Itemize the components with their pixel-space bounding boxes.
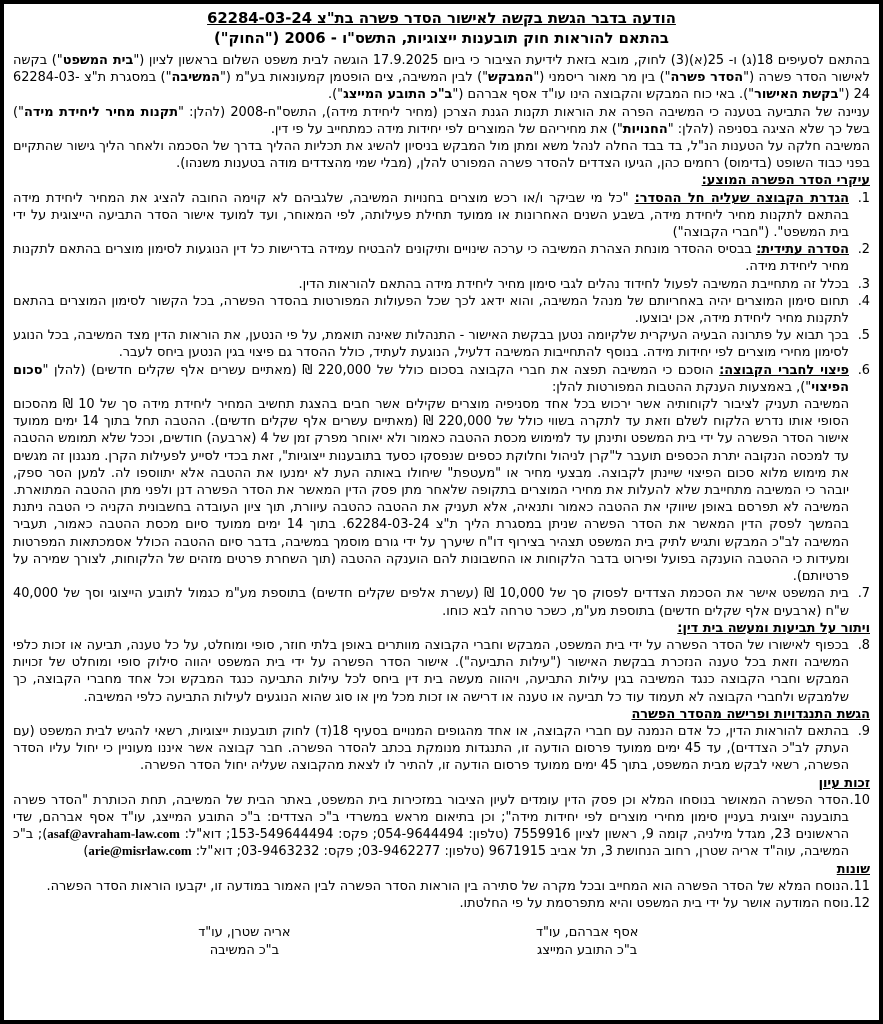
- intro-paragraph-2: [13, 104, 870, 138]
- item-number: 10.: [849, 792, 870, 808]
- text-segment: תחום סימון המוצרים יהיה באחריותם של מנהל המשיבה, והוא ידאג לכך שכל הפעולות המפורטות בהסדר הפשרה, בכל הקשור לסימון המוצרים בהתאם לתקנות מחיר ליחידת מידה, אכן יבוצעו.: [13, 293, 849, 327]
- respondent-counsel: [133, 924, 356, 960]
- text-segment: הסדר פשרה: [670, 70, 744, 86]
- text-segment: הסדרה עתידית:: [756, 242, 849, 258]
- list-item-8: [13, 637, 870, 706]
- text-segment: בבסיס ההסדר מונחת הצהרת המשיבה כי ערכה שינויים ותיקונים להבטיח עמידה בדרישות כל דין הנוגעות לסימון מוצרים בהתאם לתקנות מחיר ליחידת מידה.: [13, 242, 849, 275]
- text-segment: הנוסח המלא של הסדר הפשרה הוא המחייב ובכל מקרה של סתירה בין הוראות הסדר הפשרה לבין האמור במודעה זו, יקבעו הוראות הסדר הפשרה.: [46, 878, 849, 894]
- item-number: 3.: [857, 276, 870, 292]
- text-segment: תקנות מחיר ליחידת מידה: [23, 104, 179, 120]
- text-segment: ") לבין המשיבה, צים הופטמן קמעונאות בע"מ (": [219, 70, 489, 86]
- text-segment: נוסח המודעה אושר על ידי בית המשפט והיא מתפרסמת על פי החלטתו.: [459, 895, 849, 911]
- intro-paragraph-3: [13, 138, 870, 172]
- signature-line: ב"כ התובע המייצג: [537, 943, 638, 959]
- section-heading-objections: הגשת התנגדויות ופרישה מהסדר הפשרה: [631, 706, 870, 722]
- item-number: 12.: [849, 895, 870, 911]
- notice-blocks: [13, 52, 870, 960]
- section-heading-settlement-terms: עיקרי הסדר הפשרה המוצע:: [701, 173, 870, 189]
- item-number: 5.: [857, 328, 870, 344]
- text-segment: פיצוי לחברי הקבוצה:: [719, 362, 849, 378]
- text-segment: בית המשפט: [62, 53, 134, 68]
- email-text: asaf@avraham-law.com: [47, 827, 180, 842]
- text-segment: בהתאם לסעיפים 18(ג) ו- 25(א)(3) לחוק, מובא בזאת לידיעת הציבור כי ביום 17.9.2025 הוגשה לבית משפט השלום בראשון לציון (": [133, 53, 870, 68]
- signatures: [13, 924, 870, 960]
- text-segment: ב"כ התובע המייצג: [343, 87, 453, 103]
- list-item-11: [13, 878, 870, 895]
- list-item-12: [13, 895, 870, 912]
- plaintiff-counsel: [476, 924, 699, 960]
- text-segment: המשיבה חלקה על הטענות הנ"ל, בד בבד החלה לנהל משא ומתן מול המבקש בניסיון להשיג את תכליות ההליך בדרך של הסכמה ולאחר הליך גישור שהתקיים בפני כבוד השופט (בדימוס) רחמים כהן, הגיעו הצדדים להסדר פשרה המפורט להלן, (מבלי שמי מהצדדים מודה בטענות משנהו).: [13, 139, 870, 172]
- signature-line: ב"כ המשיבה: [209, 943, 280, 959]
- text-segment: הסדר הפשרה המאושר בנוסחו המלא וכן פסק הדין עומדים לעיון הציבור במזכירות בית המשפט, באתר הבית של המשיבה, תחת הכותרת "הסדר פשרה בתובענה ייצוגית בעניין סימון מחירי מוצרים לפי יחידות מידה"; וכן בתיאום מראש במשרדי ב"כ הצדדים: ב"כ התובע המייצג, עו"ד אסף אברהם, שדי הראשונים 23, מגדל מילניה, קומה 9, ראשון לציון 7559916 (טלפון: 054-9644494; פקס: 153-549644494; דוא"ל:: [13, 792, 850, 843]
- text-segment: ") בשל כך שלא הציגה בסניפה (להלן: ": [13, 104, 870, 137]
- intro-paragraph-1: [13, 52, 870, 104]
- item-number: 6.: [857, 362, 870, 378]
- text-segment: בקשת האישור: [754, 87, 839, 103]
- signature-line: אריה שטרן, עו"ד: [198, 925, 291, 941]
- text-segment: ): [83, 844, 89, 860]
- text-segment: ") בקשה לאישור הסדר פשרה (": [13, 53, 870, 86]
- section-heading-misc: שונות: [836, 861, 870, 877]
- list-item-4: [13, 293, 870, 327]
- text-segment: המשיבה תעניק לציבור לקוחותיה אשר ירכוש בכל אחד מסניפיה מוצרים שקילים אשר חבים בהצגת תחשיב המחיר ליחידת מידה סך של 10 ₪ מהסכום הסופי אותו נדרש הלקוח לשלם וזאת עד לתקרה בשווי כולל של 220,000 ₪ (מאתיים עשרים אלף שקלים חדשים). ההטבה תחל בתוך 14 ימים ממועד אישור הסדר הפשרה על ידי בית המשפט ותינתן עד למימוש מכסת ההטבה כאמור ולא יאוחר מפרק זמן של 4 (ארבעה) חודשים, וככל שלא תמומש ההטבה עד למכסה הנקובה יתרת הכספים תועבר ל"קרן לניהול וחלוקת כספים שנפסקו כסעד בתובענות ייצוגיות", זאת בכדי לסייע לפעילות הקרן. מנגנון זה מגשים את מימוש מלוא סכום הפיצוי שיינתן לקבוצה. מבצעי מחיר או "מעטפת" שיחולו באותה העת לא ימנעו את ההטבה אלא יתווספו לה. למען הסר ספק, יובהר כי המשיבה מתחייבת שלא להעלות את מחירי המוצרים בתקופה שלאחר מתן פסק הדין המאשר את הסדר הפשרה דנן ולפני מתן ההטבה המתוארת. המשיבה לא תפרסם באופן שיווקי את ההטבה כאמור ותנאיה, אלא תעניק את ההטבה כהטבה עיוורת, תוך ציון העובדה בחשבונית הקניה כי הטבה ניתנת בהמשך לפסק הדין המאשר את הסדר הפשרה שניתן במסגרת הליך ת"צ 62284-03-24. בתוך 14 ימים ממועד סיום מכסת ההטבה כאמור, תעביר המשיבה לב"כ המבקש ותגיש לתיק בית המשפט תצהיר בצירוף דו"ח שיערך על ידי גורם מוסמך במשיבה, בדבר סיום ההטבה הכולל אסמכתאות המפרטות ומעידות כי ההטבה הוענקה בפועל ופירוט בדבר הלקוחות או החשבונות להם הוענקה ההטבה (תוך השחרת פרטים מזהים של הלקוחות, לצורך שמירה על פרטיותם).: [13, 397, 850, 585]
- text-segment: הוסכם כי המשיבה תפצה את חברי הקבוצה בסכום כולל של 220,000 ₪ (מאתיים עשרים אלף שקלים חדשים) (להלן ": [42, 362, 720, 378]
- text-segment: המשיבה: [171, 70, 220, 86]
- item-number: 8.: [857, 637, 870, 653]
- text-segment: המבקש: [488, 70, 534, 86]
- text-segment: ").: [328, 87, 344, 103]
- item-number: 7.: [857, 586, 870, 602]
- section-heading-waiver: ויתור על תביעות ומעשה בית דין:: [677, 620, 870, 636]
- list-item-6: [13, 362, 870, 586]
- item-number: 9.: [857, 723, 870, 739]
- text-segment: החנויות: [622, 121, 668, 137]
- text-segment: ") בין מר מאור ריסמני (": [533, 70, 671, 86]
- text-segment: בהתאם להוראות הדין, כל אדם הנמנה עם חברי הקבוצה, או אחד מהגופים המנויים בסעיף 18(ד) לחוק תובענות ייצוגיות, רשאי להגיש לבית המשפט (עם העתק לב"כ הצדדים), עד 45 ימים ממועד פרסום הודעה זו, התנגדות מנומקת בכתב להסדר הפשרה. חבר קבוצה אשר איננו מעוניין כי יחול עליו הסדר הפשרה, רשאי לבקש מבית המשפט, בתוך 45 ימים ממועד פרסום הודעה זו, להתיר לו לצאת מהקבוצה שעליה יחול הסדר הפשרה.: [13, 723, 849, 774]
- text-segment: "). באי כוח המבקש והקבוצה הינו עו"ד אסף אברהם (": [452, 87, 755, 103]
- list-item-5: [13, 327, 870, 361]
- text-segment: ); ב"כ המשיבה, עוה"ד אריה שטרן, רחוב הנחושת 3, תל אביב 9671915 (טלפון: 03-9462277; פקס: 03-9463232; דוא"ל:: [13, 827, 849, 860]
- text-segment: בכך תבוא על פתרונה הבעיה העיקרית שלקיומה נטען בבקשת האישור - התנהלות שאינה תואמת, על פי הנטען, את הוראות הדין מצד המשיבה, בכל הנוגע לסימון מחירי מוצרים לפי יחידות מידה. בנוסף להתחייבות המשיבה דלעיל, הנוגעת לעתיד, כולל ההסדר גם פיצוי בגין הנטען ביחס לעבר.: [13, 328, 849, 361]
- section-heading-review-right: זכות עיון: [818, 775, 870, 791]
- text-segment: "), באמצעות הענקת ההטבות המפורטות להלן:: [551, 379, 812, 395]
- text-segment: בכלל זה מתחייבת המשיבה לפעול לחידוד נהלים לגבי סימון מחיר ליחידת מידה בהתאם להוראות הדין.: [298, 276, 849, 292]
- item-number: 4.: [857, 293, 870, 309]
- text-segment: בכפוף לאישורו של הסדר הפשרה על ידי בית המשפט, המבקש וחברי הקבוצה מוותרים באופן בלתי חוזר, סופי ומוחלט, על כל טענה, תביעה או זכות כלפי המשיבה וזאת בכל טענה הנזכרת בבקשת האישור ("עילות התביעה"). אישור הסדר הפשרה על ידי בית המשפט יהווה סילוק סופי ומוחלט של זכויות המבקש וחברי הקבוצה כנגד המשיבה בגין עילות התביעה, ויהווה מעשה בית דין ביחס לכל עילות התביעה כנגד המבקש וכל אחד מחברי הקבוצה, כך שלמבקש ולחברי הקבוצה לא תעמוד עוד כל תביעה או טענה או דרישה או זכות מכל מין או סוג שהוא הנוגעים לעילות התביעה כלפי המשיבה.: [13, 637, 849, 705]
- item-number: 1.: [857, 190, 870, 206]
- item-number: 11.: [849, 878, 870, 894]
- text-segment: הגדרת הקבוצה שעליה חל ההסדר:: [634, 190, 849, 206]
- text-segment: בית המשפט אישר את הסכמת הצדדים לפסוק סך של 10,000 ₪ (עשרת אלפים שקלים חדשים) בתוספת מע"מ כגמול לתובע הייצוגי וסך של 40,000 ש"ח (ארבעים אלף שקלים חדשים) בתוספת מע"מ, כשכר טרחה לבא כוחו.: [13, 586, 850, 619]
- text-segment: ") את מחיריהם של המוצרים לפי יחידות מידה כמתחייב על פי דין.: [270, 121, 623, 137]
- text-segment: "כל מי שביקר ו/או רכש מוצרים בחנויות המשיבה, שלגביהם לא קוימה החובה להציג את המחיר ליחידת מידה בהתאם לתקנות מחיר ליחידת מידה, בשבע השנים האחרונות או ממועד תחילת פעילותה, לפי המאוחר, ועד למועד אישור הסדר התביעה הייצוגית על ידי בית המשפט". ("חברי הקבוצה"): [13, 190, 849, 241]
- list-item-2: [13, 241, 870, 275]
- text-segment: עניינה של התביעה בטענה כי המשיבה הפרה את הוראות תקנות הגנת הצרכן (מחיר ליחידת מידה), התשס"ח-2008 (להלן: ": [178, 104, 870, 120]
- item-number: 2.: [857, 242, 870, 258]
- list-item-3: [13, 276, 870, 293]
- text-segment: סכום הפיצוי: [13, 362, 849, 395]
- text-segment: ") במסגרת ת"צ 62284-03-24 (": [13, 70, 870, 103]
- notice-subtitle: בהתאם להוראות חוק תובענות ייצוגיות, התשס"ו - 2006 ("החוק"): [214, 30, 669, 47]
- list-item-7: [13, 585, 870, 619]
- signature-line: אסף אברהם, עו"ד: [535, 925, 639, 941]
- list-item-1: [13, 190, 870, 242]
- list-item-10: [13, 792, 870, 861]
- email-text: arie@misrlaw.com: [88, 844, 192, 859]
- list-item-9: [13, 723, 870, 775]
- notice-title: הודעה בדבר הגשת בקשה לאישור הסדר פשרה בת"צ 62284-03-24: [207, 10, 676, 27]
